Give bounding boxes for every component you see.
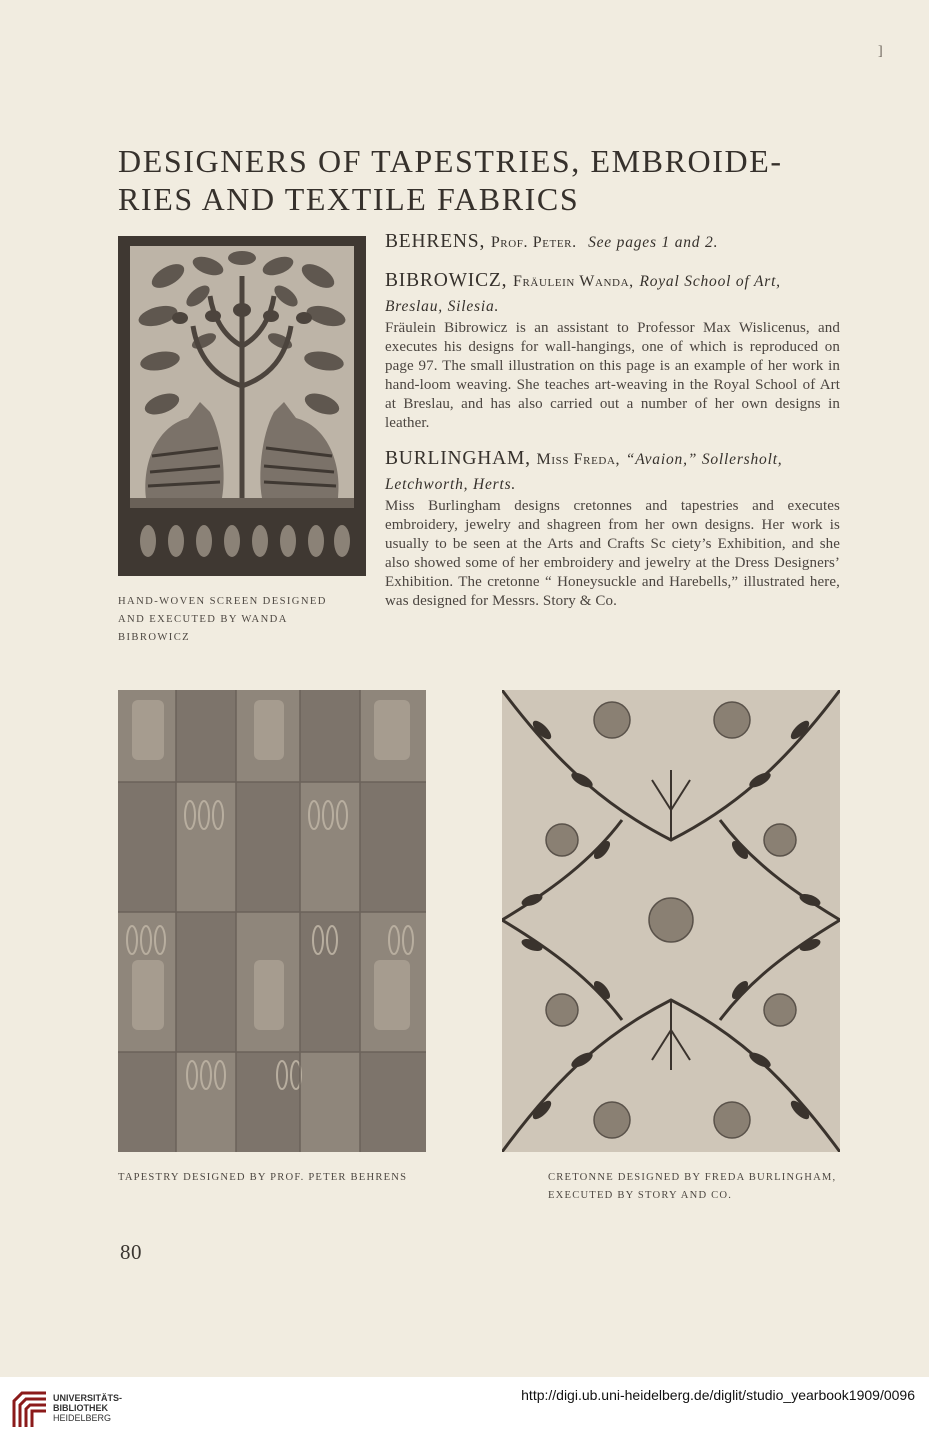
title-line-2: RIES AND TEXTILE FABRICS: [118, 181, 580, 217]
library-name: UNIVERSITÄTS- BIBLIOTHEK HEIDELBERG: [53, 1393, 123, 1423]
entry-note: See pages 1 and 2.: [588, 234, 719, 251]
entry-surname: BEHRENS,: [385, 231, 486, 252]
entry-given-name: Fräulein Wanda,: [512, 273, 634, 290]
cretonne-image: [502, 690, 840, 1152]
entry-bibrowicz: [385, 269, 840, 433]
caption-screen-design: HAND-WOVEN SCREEN DESIGNED AND EXECUTED BY WANDA BIBROWICZ: [118, 596, 327, 643]
entry-given-name: Prof. Peter.: [490, 234, 577, 251]
entry-location: “Avaion,” Sollersholt, Letchworth, Herts.: [385, 451, 783, 493]
corner-mark: ]: [878, 44, 883, 59]
page-number: 80: [120, 1240, 142, 1264]
entry-burlingham: [385, 447, 840, 611]
entry-behrens: [385, 230, 840, 255]
entry-surname: BIBROWICZ,: [385, 270, 508, 291]
entry-location: Royal School of Art, Breslau, Silesia.: [385, 273, 781, 315]
entry-surname: BURLINGHAM,: [385, 448, 531, 469]
figure-screen-design: [118, 236, 366, 576]
entry-body: Miss Burlingham designs cretonnes and tapestries and executes embroidery, jewelry and shagreen from her own designs. Her work is usually to be seen at the Arts and Crafts Sc ciety’s Exhibition, and she also showed some of her embroidery and jewelry at the Dress Designers’ Exhibition. The cretonne “ Honeysuckle and Harebells,” illustrated here, was designed for Messrs. Story & Co.: [385, 498, 840, 609]
caption-cretonne-burlingham: CRETONNE DESIGNED BY FREDA BURLINGHAM, EXECUTED BY STORY AND CO.: [548, 1172, 837, 1201]
title-line-1: DESIGNERS OF TAPESTRIES, EMBROIDE-: [118, 143, 783, 179]
entry-body: Fräulein Bibrowicz is an assistant to Professor Max Wislicenus, and executes his designs for wall-hangings, one of which is reproduced on page 97. The small illustration on this page is an example of her work in hand-loom weaving. She teaches art-weaving in the Royal School of Art at Breslau, and has also carried out a number of her own designs in leather.: [385, 320, 840, 431]
footer-bar: [0, 1377, 929, 1444]
caption-tapestry-behrens: TAPESTRY DESIGNED BY PROF. PETER BEHRENS: [118, 1172, 408, 1183]
page-title: [118, 142, 838, 218]
designer-entries: [385, 230, 840, 611]
entry-given-name: Miss Freda,: [536, 451, 621, 468]
tapestry-image: [118, 690, 426, 1152]
library-logo-icon[interactable]: [8, 1387, 52, 1431]
screen-design-image: [118, 236, 366, 576]
figure-tapestry-behrens: [118, 690, 426, 1152]
source-url-link[interactable]: http://digi.ub.uni-heidelberg.de/diglit/studio_yearbook1909/0096: [521, 1387, 915, 1403]
figure-cretonne-burlingham: [502, 690, 840, 1152]
